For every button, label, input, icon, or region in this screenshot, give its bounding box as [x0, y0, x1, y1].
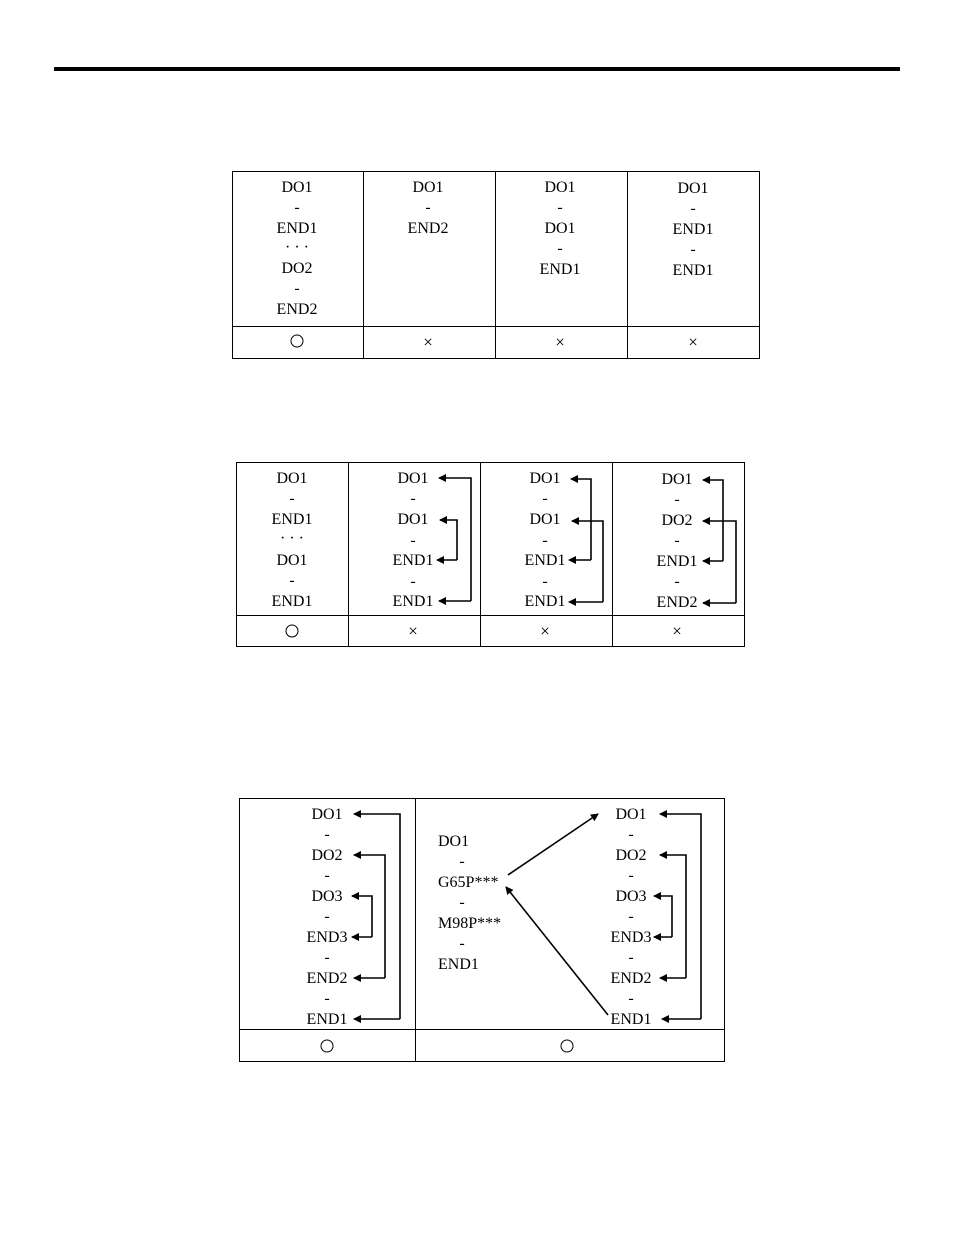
code-line: END1 — [306, 1011, 348, 1028]
code-line: END2 — [656, 594, 698, 611]
code-line: - — [628, 908, 634, 925]
code-line: DO1 — [397, 511, 429, 528]
code-line: - — [324, 990, 330, 1007]
code-line: DO2 — [311, 847, 343, 864]
code-line: DO1 — [544, 179, 576, 196]
code-line: - — [557, 240, 563, 257]
invalid-cross-icon: × — [408, 621, 418, 641]
code-line: DO3 — [615, 888, 647, 905]
code-line: - — [674, 573, 680, 590]
code-line: END1 — [672, 221, 714, 238]
nesting-table-1 — [232, 171, 760, 359]
code-line: - — [324, 908, 330, 925]
code-line: - — [690, 200, 696, 217]
nesting-table-2 — [236, 462, 745, 647]
code-line: END1 — [271, 511, 313, 528]
code-line: - — [410, 490, 416, 507]
code-line: - — [289, 572, 295, 589]
code-line: - — [324, 867, 330, 884]
code-line: - — [542, 490, 548, 507]
code-line: DO1 — [397, 470, 429, 487]
code-line: END3 — [610, 929, 652, 946]
code-line: DO1 — [544, 220, 576, 237]
invalid-cross-icon: × — [672, 621, 682, 641]
code-line: - — [459, 935, 465, 952]
code-line: - — [628, 826, 634, 843]
code-line: - — [324, 826, 330, 843]
code-line: - — [628, 949, 634, 966]
code-line: G65P*** — [438, 874, 499, 891]
code-line: END2 — [407, 220, 449, 237]
code-line: END1 — [392, 552, 434, 569]
code-line: · · · — [280, 530, 304, 547]
code-line: - — [294, 199, 300, 216]
code-line: - — [557, 199, 563, 216]
code-line: DO2 — [661, 512, 693, 529]
code-line: END1 — [276, 220, 318, 237]
code-line: - — [628, 990, 634, 1007]
code-line: DO3 — [311, 888, 343, 905]
code-line: - — [324, 949, 330, 966]
code-line: END2 — [306, 970, 348, 987]
code-line: - — [542, 573, 548, 590]
invalid-cross-icon: × — [688, 332, 698, 352]
code-line: - — [294, 280, 300, 297]
code-line: - — [410, 573, 416, 590]
code-line: · · · — [285, 239, 309, 256]
code-line: END1 — [392, 593, 434, 610]
code-line: END1 — [610, 1011, 652, 1028]
code-line: DO1 — [677, 180, 709, 197]
code-line: END1 — [524, 552, 566, 569]
code-line: DO1 — [661, 471, 693, 488]
code-line: END2 — [276, 301, 318, 318]
nesting-table-3 — [239, 798, 725, 1062]
valid-circle-icon — [291, 335, 304, 348]
code-line: DO1 — [529, 511, 561, 528]
invalid-cross-icon: × — [555, 332, 565, 352]
header-rule — [54, 67, 900, 71]
code-line: - — [542, 532, 548, 549]
code-line: END1 — [524, 593, 566, 610]
code-line: DO1 — [438, 833, 470, 850]
code-line: END1 — [271, 593, 313, 610]
code-line: DO2 — [615, 847, 647, 864]
code-line: - — [459, 894, 465, 911]
code-line: - — [628, 867, 634, 884]
code-line: END2 — [610, 970, 652, 987]
code-line: END1 — [438, 956, 479, 973]
valid-circle-icon — [321, 1040, 334, 1053]
code-line: DO1 — [412, 179, 444, 196]
code-line: END1 — [539, 261, 581, 278]
code-line: DO1 — [529, 470, 561, 487]
invalid-cross-icon: × — [540, 621, 550, 641]
invalid-cross-icon: × — [423, 332, 433, 352]
code-line: DO1 — [276, 470, 308, 487]
code-line: - — [410, 532, 416, 549]
code-line: DO1 — [276, 552, 308, 569]
code-line: DO2 — [281, 260, 313, 277]
code-line: - — [289, 490, 295, 507]
code-line: - — [674, 491, 680, 508]
code-line: END1 — [672, 262, 714, 279]
code-line: DO1 — [615, 806, 647, 823]
code-line: M98P*** — [438, 915, 502, 932]
code-line: - — [425, 199, 431, 216]
code-line: - — [674, 532, 680, 549]
valid-circle-icon — [286, 625, 299, 638]
code-line: DO1 — [311, 806, 343, 823]
valid-circle-icon — [561, 1040, 574, 1053]
code-line: DO1 — [281, 179, 313, 196]
code-line: - — [690, 241, 696, 258]
code-line: END3 — [306, 929, 348, 946]
code-line: END1 — [656, 553, 698, 570]
code-line: - — [459, 853, 465, 870]
